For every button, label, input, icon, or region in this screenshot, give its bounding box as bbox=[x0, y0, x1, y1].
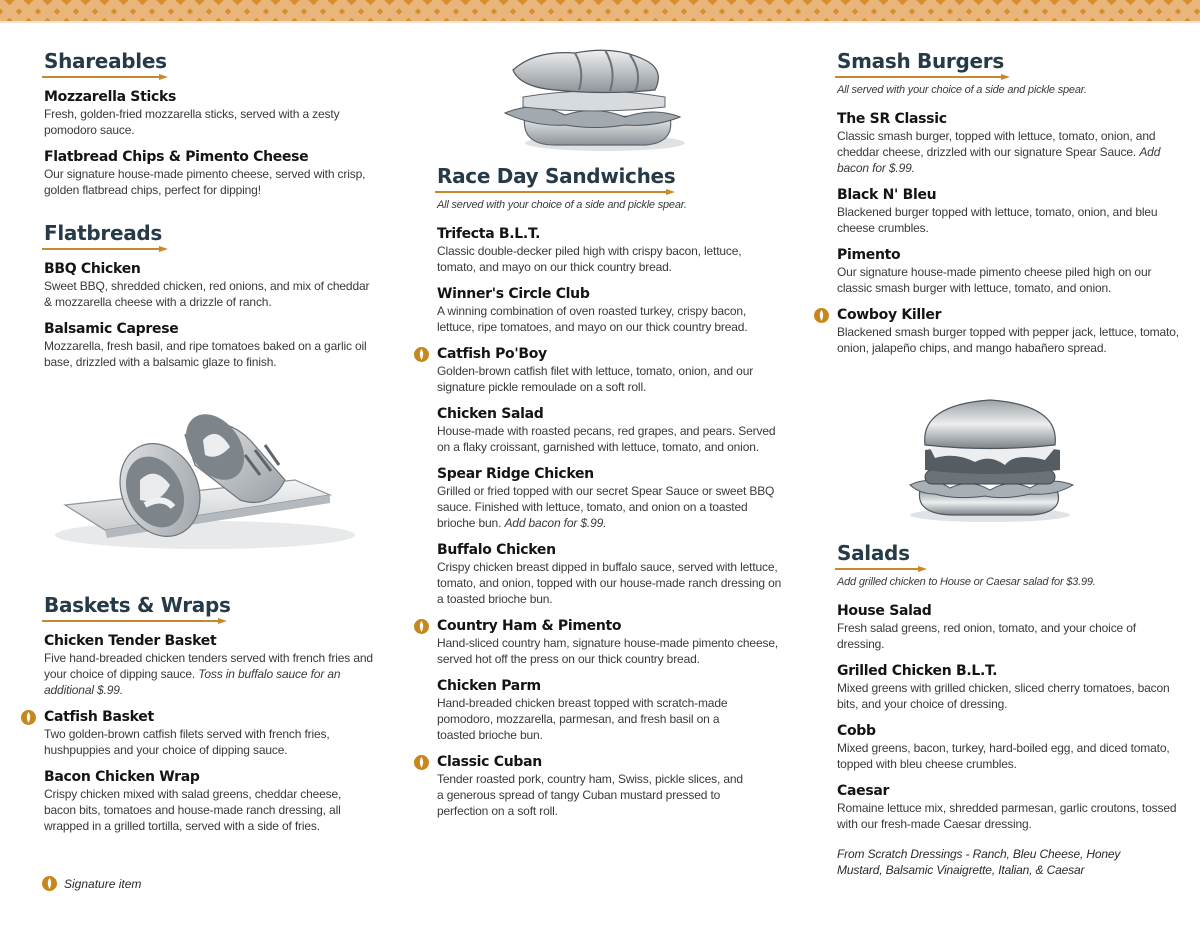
item-description: Blackened burger topped with lettuce, tomato, onion, and bleu cheese crumbles. bbox=[837, 205, 1158, 235]
item-name: Caesar bbox=[837, 783, 890, 799]
item-description: Crispy chicken mixed with salad greens, cheddar cheese, bacon bits, tomatoes and house-made ranch dressing, all wrapped in a grilled tortilla, served with a side of fries. bbox=[44, 787, 342, 833]
item-name: Mozzarella Sticks bbox=[44, 89, 177, 105]
item-description: Our signature house-made pimento cheese, served with crisp, golden flatbread chips, perfect for dipping! bbox=[44, 167, 366, 197]
menu-item bbox=[837, 722, 1182, 772]
signature-legend bbox=[42, 876, 141, 891]
arrow-underline-icon bbox=[835, 74, 1182, 80]
item-description: Mixed greens, bacon, turkey, hard-boiled egg, and diced tomato, topped with bleu cheese crumbles. bbox=[837, 741, 1170, 771]
item-description: Classic double-decker piled high with crispy bacon, lettuce, tomato, and mayo on our thick country bread. bbox=[437, 244, 742, 274]
section-smash-burgers bbox=[837, 48, 1182, 356]
item-description: Five hand-breaded chicken tenders served with french fries and your choice of dipping sauce. Toss in buffalo sauce for an additional $.99. bbox=[44, 651, 373, 697]
burger-illustration bbox=[895, 390, 1080, 525]
item-description: Golden-brown catfish filet with lettuce, tomato, onion, and our signature pickle remoulade on a soft roll. bbox=[437, 364, 754, 394]
item-name: Catfish Basket bbox=[44, 709, 154, 725]
item-name: Grilled Chicken B.L.T. bbox=[837, 663, 998, 679]
section-title: Smash Burgers bbox=[837, 49, 1004, 73]
item-name: Cobb bbox=[837, 723, 876, 739]
item-description: Our signature house-made pimento cheese piled high on our classic smash burger with lettuce, tomato, and onion. bbox=[837, 265, 1152, 295]
item-description: House-made with roasted pecans, red grapes, and pears. Served on a flaky croissant, garnished with lettuce, tomato, and onion. bbox=[437, 424, 776, 454]
middle-column bbox=[437, 163, 782, 819]
signature-spear-icon bbox=[414, 347, 429, 362]
item-name: Black N' Bleu bbox=[837, 187, 937, 203]
item-note: Add bacon for $.99. bbox=[504, 516, 607, 530]
legend-label: Signature item bbox=[64, 876, 142, 891]
item-description: Fresh, golden-fried mozzarella sticks, served with a zesty pomodoro sauce. bbox=[44, 107, 340, 137]
item-description: Tender roasted pork, country ham, Swiss, pickle slices, and a generous spread of tangy Cuban mustard pressed to perfection on a soft roll. bbox=[437, 772, 743, 818]
item-name: Winner's Circle Club bbox=[437, 286, 590, 302]
item-description: Crispy chicken breast dipped in buffalo sauce, served with lettuce, tomato, and onion, topped with our house-made ranch dressing on a toasted brioche bun. bbox=[437, 560, 782, 606]
menu-item bbox=[44, 260, 374, 310]
menu-item bbox=[437, 225, 782, 275]
item-note: Toss in buffalo sauce for an additional $.99. bbox=[44, 667, 341, 697]
menu-item-signature bbox=[44, 708, 374, 758]
item-name: Pimento bbox=[837, 247, 901, 263]
menu-item-signature bbox=[437, 345, 782, 395]
item-name: Spear Ridge Chicken bbox=[437, 466, 594, 482]
menu-item bbox=[44, 88, 374, 138]
menu-item bbox=[44, 320, 374, 370]
wrap-on-plate-illustration bbox=[45, 395, 360, 555]
item-name: Chicken Parm bbox=[437, 678, 541, 694]
menu-item bbox=[437, 285, 782, 335]
item-note: Add bacon for $.99. bbox=[837, 145, 1161, 175]
section-title: Salads bbox=[837, 541, 910, 565]
section-title: Race Day Sandwiches bbox=[437, 164, 676, 188]
right-column bbox=[837, 48, 1182, 356]
item-description: Fresh salad greens, red onion, tomato, and your choice of dressing. bbox=[837, 621, 1136, 651]
item-name: Trifecta B.L.T. bbox=[437, 226, 541, 242]
section-title: Flatbreads bbox=[44, 221, 163, 245]
signature-spear-icon bbox=[42, 876, 57, 891]
item-name: Flatbread Chips & Pimento Cheese bbox=[44, 149, 309, 165]
menu-item bbox=[837, 782, 1182, 832]
item-description: Classic smash burger, topped with lettuce, tomato, onion, and cheddar cheese, drizzled with our signature Spear Sauce. Add bacon for $.99. bbox=[837, 129, 1161, 175]
item-description: Grilled or fried topped with our secret Spear Sauce or sweet BBQ sauce. Finished with lettuce, tomato, and onion on a toasted brioche bun. Add bacon for $.99. bbox=[437, 484, 775, 530]
menu-item bbox=[837, 110, 1182, 176]
menu-item-signature bbox=[437, 753, 782, 819]
item-description: Romaine lettuce mix, shredded parmesan, garlic croutons, tossed with our fresh-made Caesar dressing. bbox=[837, 801, 1177, 831]
right-column-lower bbox=[837, 540, 1182, 878]
item-description: Mozzarella, fresh basil, and ripe tomatoes baked on a garlic oil base, drizzled with a balsamic glaze to finish. bbox=[44, 339, 367, 369]
left-column bbox=[44, 48, 374, 370]
signature-spear-icon bbox=[414, 619, 429, 634]
menu-item-signature bbox=[437, 617, 782, 667]
menu-item bbox=[837, 246, 1182, 296]
dressings-footnote: From Scratch Dressings - Ranch, Bleu Cheese, Honey Mustard, Balsamic Vinaigrette, Italian, & Caesar bbox=[837, 847, 1121, 877]
arrow-underline-icon bbox=[42, 246, 374, 252]
section-baskets-wraps bbox=[44, 592, 374, 834]
sandwich-illustration bbox=[495, 35, 715, 160]
left-column-lower bbox=[44, 592, 374, 834]
section-note: All served with your choice of a side and pickle spear. bbox=[837, 84, 1087, 96]
item-description: Hand-sliced country ham, signature house-made pimento cheese, served hot off the press on our thick country bread. bbox=[437, 636, 779, 666]
menu-item bbox=[44, 768, 374, 834]
item-description: Mixed greens with grilled chicken, sliced cherry tomatoes, bacon bits, and your choice of dressing. bbox=[837, 681, 1170, 711]
menu-item bbox=[837, 602, 1182, 652]
menu-item-signature bbox=[837, 306, 1182, 356]
menu-item bbox=[437, 541, 782, 607]
item-description: Blackened smash burger topped with pepper jack, lettuce, tomato, onion, jalapeño chips, and mango habañero spread. bbox=[837, 325, 1179, 355]
signature-spear-icon bbox=[21, 710, 36, 725]
item-name: The SR Classic bbox=[837, 111, 947, 127]
item-description: Sweet BBQ, shredded chicken, red onions, and mix of cheddar & mozzarella cheese with a drizzle of ranch. bbox=[44, 279, 370, 309]
menu-item bbox=[437, 677, 782, 743]
signature-spear-icon bbox=[814, 308, 829, 323]
menu-item bbox=[437, 405, 782, 455]
menu-item bbox=[837, 662, 1182, 712]
item-description: A winning combination of oven roasted turkey, crispy bacon, lettuce, ripe tomatoes, and mayo on our thick country bread. bbox=[437, 304, 748, 334]
item-name: Balsamic Caprese bbox=[44, 321, 179, 337]
section-title: Baskets & Wraps bbox=[44, 593, 231, 617]
item-name: Catfish Po'Boy bbox=[437, 346, 547, 362]
arrow-underline-icon bbox=[42, 618, 374, 624]
section-note: All served with your choice of a side and pickle spear. bbox=[437, 199, 687, 211]
item-name: Chicken Tender Basket bbox=[44, 633, 217, 649]
section-race-day-sandwiches bbox=[437, 163, 782, 819]
section-salads bbox=[837, 540, 1182, 878]
arrow-underline-icon bbox=[435, 189, 782, 195]
item-name: Bacon Chicken Wrap bbox=[44, 769, 200, 785]
menu-item bbox=[44, 148, 374, 198]
item-name: Buffalo Chicken bbox=[437, 542, 556, 558]
item-name: House Salad bbox=[837, 603, 932, 619]
section-flatbreads bbox=[44, 220, 374, 370]
menu-item bbox=[837, 186, 1182, 236]
item-name: Cowboy Killer bbox=[837, 307, 942, 323]
menu-item bbox=[44, 632, 374, 698]
arrow-underline-icon bbox=[42, 74, 374, 80]
item-name: Classic Cuban bbox=[437, 754, 542, 770]
section-shareables bbox=[44, 48, 374, 198]
item-name: Country Ham & Pimento bbox=[437, 618, 622, 634]
item-description: Hand-breaded chicken breast topped with scratch-made pomodoro, mozzarella, parmesan, and fresh basil on a toasted brioche bun. bbox=[437, 696, 728, 742]
section-note: Add grilled chicken to House or Caesar salad for $3.99. bbox=[837, 576, 1096, 588]
diamond-pattern-band bbox=[0, 0, 1200, 23]
item-description: Two golden-brown catfish filets served with french fries, hushpuppies and your choice of dipping sauce. bbox=[44, 727, 330, 757]
menu-item bbox=[437, 465, 782, 531]
signature-spear-icon bbox=[414, 755, 429, 770]
arrow-underline-icon bbox=[835, 566, 1182, 572]
item-name: BBQ Chicken bbox=[44, 261, 141, 277]
item-name: Chicken Salad bbox=[437, 406, 544, 422]
section-title: Shareables bbox=[44, 49, 167, 73]
